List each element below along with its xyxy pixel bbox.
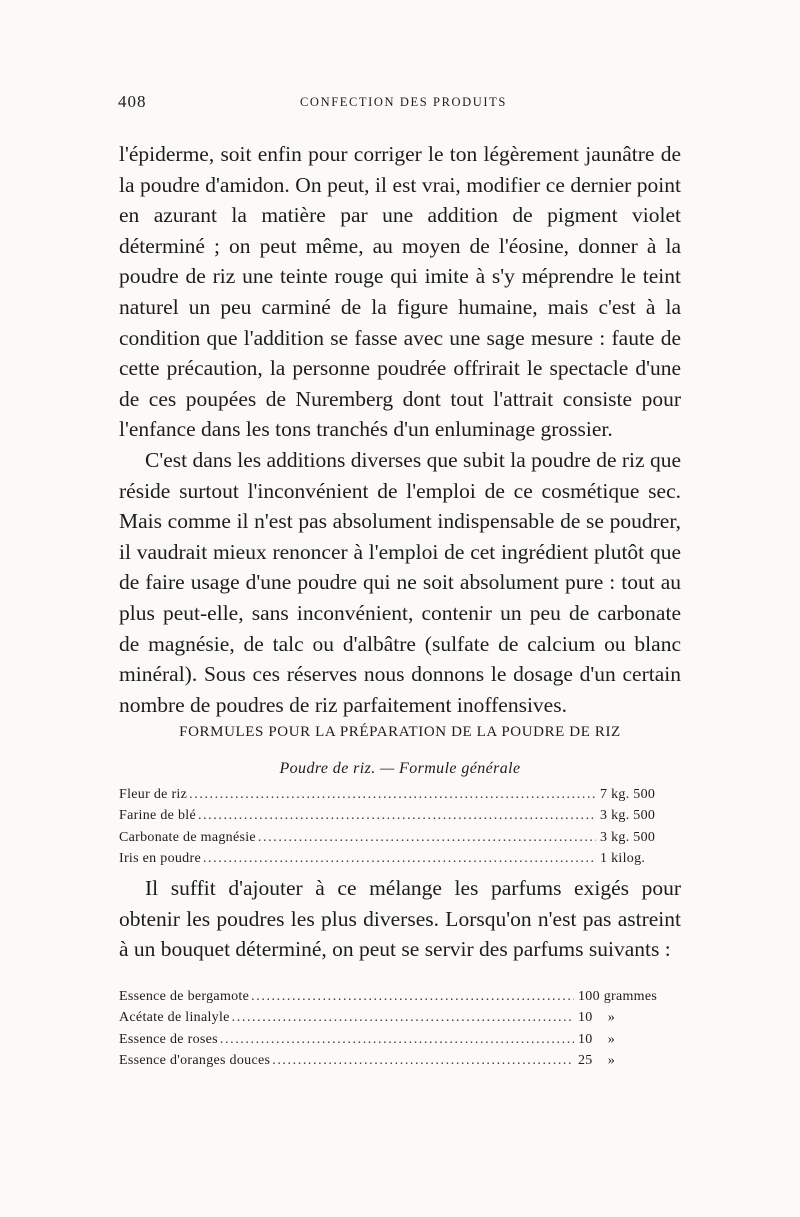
ingredient-name: Fleur de riz	[119, 787, 188, 802]
recipe-row	[119, 830, 682, 851]
perfume-name: Essence de roses	[119, 1031, 218, 1047]
recipe-row	[119, 808, 682, 829]
recipe-row	[119, 1010, 682, 1031]
ingredient-quantity: 3 kg. 500	[600, 808, 656, 824]
ingredient-name: Farine de blé	[119, 808, 196, 824]
dot-leader	[189, 787, 596, 803]
formula-subtitle: Poudre de riz. — Formule générale	[279, 760, 521, 777]
ingredient-quantity: 1 kilog.	[600, 850, 646, 866]
dot-leader	[272, 1053, 574, 1069]
dot-leader	[258, 830, 596, 846]
perfume-name: Essence de bergamote	[119, 989, 250, 1004]
dot-leader	[203, 851, 596, 867]
perfume-list	[119, 989, 682, 1074]
perfume-name: Essence d'oranges douces	[119, 1052, 271, 1068]
ingredient-quantity: 3 kg. 500	[600, 829, 656, 845]
ingredient-name: Iris en poudre	[119, 850, 201, 866]
perfume-quantity: 100 grammes	[578, 989, 658, 1004]
paragraph-2: C'est dans les additions diverses que subit la poudre de riz que réside surtout l'inconvénient de l'emploi de ce cosmétique sec. Mais comme il n'est pas absolument indispensable de se poudrer, il vaudrait mieux renoncer à l'emploi de cet ingrédient plutôt que de faire usage d'une poudre qui ne soit absolument pure : tout au plus peut-elle, sans inconvénient, contenir un peu de carbonate de magnésie, de talc ou d'albâtre (sulfate de calcium ou blanc minéral). Sous ces réserves nous donnons le dosage d'un certain nombre de poudres de riz parfaitement inoffensives.	[119, 447, 681, 717]
ingredient-quantity: 7 kg. 500	[600, 787, 656, 802]
dot-leader	[232, 1010, 574, 1026]
dot-leader	[220, 1032, 574, 1048]
perfume-quantity: 10 »	[578, 1031, 616, 1047]
page-header	[118, 92, 682, 114]
dot-leader	[198, 808, 596, 824]
paragraph-3: Il suffit d'ajouter à ce mélange les parfums exigés pour obtenir les poudres les plus diverses. Lorsqu'on n'est pas astreint à un bouquet déterminé, on peut se servir des parfums suivants :	[119, 876, 681, 962]
page-number: 408	[118, 92, 147, 111]
recipe-row	[119, 787, 682, 808]
recipe-row	[119, 851, 682, 872]
body-text	[119, 139, 681, 720]
section-title: FORMULES POUR LA PRÉPARATION DE LA POUDRE DE RIZ	[179, 724, 621, 740]
paragraph-1: l'épiderme, soit enfin pour corriger le ton légèrement jaunâtre de la poudre d'amidon. On peut, il est vrai, modifier ce dernier point en azurant la matière par une addition de pigment violet déterminé ; on peut même, au moyen de l'éosine, donner à la poudre de riz une teinte rouge qui imite à s'y méprendre le teint naturel un peu carminé de la figure humaine, mais c'est à la condition que l'addition se fasse avec une sage mesure : faute de cette précaution, la personne poudrée offrirait le spectacle d'une de ces poupées de Nuremberg dont tout l'attrait consiste pour l'enfance dans les tons tranchés d'un enluminage grossier.	[119, 142, 681, 442]
formula-general-list	[119, 787, 682, 872]
recipe-row	[119, 1032, 682, 1053]
perfume-quantity: 25 »	[578, 1052, 616, 1068]
recipe-row	[119, 989, 682, 1010]
dot-leader	[251, 989, 574, 1005]
body-text-after-formula	[119, 873, 681, 965]
perfume-name: Acétate de linalyle	[119, 1010, 230, 1026]
ingredient-name: Carbonate de magnésie	[119, 829, 256, 845]
running-head: CONFECTION DES PRODUITS	[300, 95, 507, 109]
perfume-quantity: 10 »	[578, 1010, 616, 1026]
recipe-row	[119, 1053, 682, 1074]
